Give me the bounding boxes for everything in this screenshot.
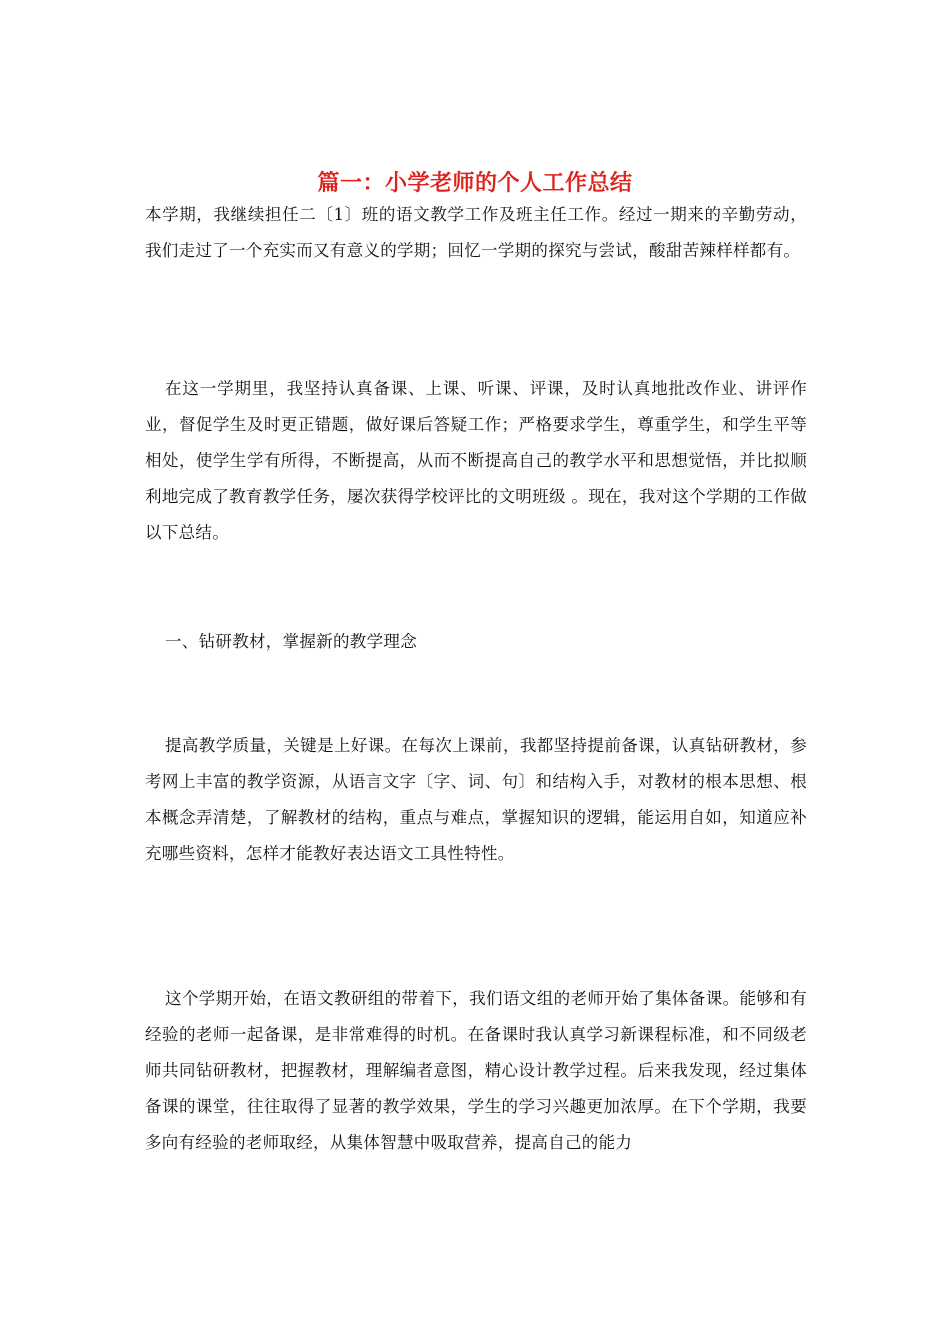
- document-title: 篇一：小学老师的个人工作总结: [317, 169, 633, 196]
- paragraph-intro: 本学期，我继续担任二〔1〕班的语文教学工作及班主任工作。经过一期来的辛勤劳动，我们走过了一个充实而又有意义的学期；回忆一学期的探究与尝试，酸甜苦辣样样都有。: [145, 205, 807, 260]
- section-heading-study-materials: 一、钻研教材，掌握新的教学理念: [165, 632, 417, 651]
- paragraph-lesson-preparation: 提高教学质量，关键是上好课。在每次上课前，我都坚持提前备课，认真钻研教材，参考网上丰富的教学资源，从语言文字〔字、词、句〕和结构入手，对教材的根本思想、根本概念弄清楚，了解教材的结构，重点与难点，掌握知识的逻辑，能运用自如，知道应补充哪些资料，怎样才能教好表达语文工具性特性。: [145, 736, 807, 863]
- paragraph-semester-work: 在这一学期里，我坚持认真备课、上课、听课、评课，及时认真地批改作业、讲评作业，督促学生及时更正错题，做好课后答疑工作；严格要求学生，尊重学生，和学生平等相处，使学生学有所得，不断提高，从而不断提高自己的教学水平和思想觉悟，并比拟顺利地完成了教育教学任务，屡次获得学校评比的文明班级 。现在，我对这个学期的工作做以下总结。: [145, 379, 807, 542]
- paragraph-collective-preparation: 这个学期开始，在语文教研组的带着下，我们语文组的老师开始了集体备课。能够和有经验的老师一起备课，是非常难得的时机。在备课时我认真学习新课程标准，和不同级老师共同钻研教材，把握教材，理解编者意图，精心设计教学过程。后来我发现，经过集体备课的课堂，往往取得了显著的教学效果，学生的学习兴趣更加浓厚。在下个学期，我要多向有经验的老师取经，从集体智慧中吸取营养，提高自己的能力: [145, 989, 807, 1152]
